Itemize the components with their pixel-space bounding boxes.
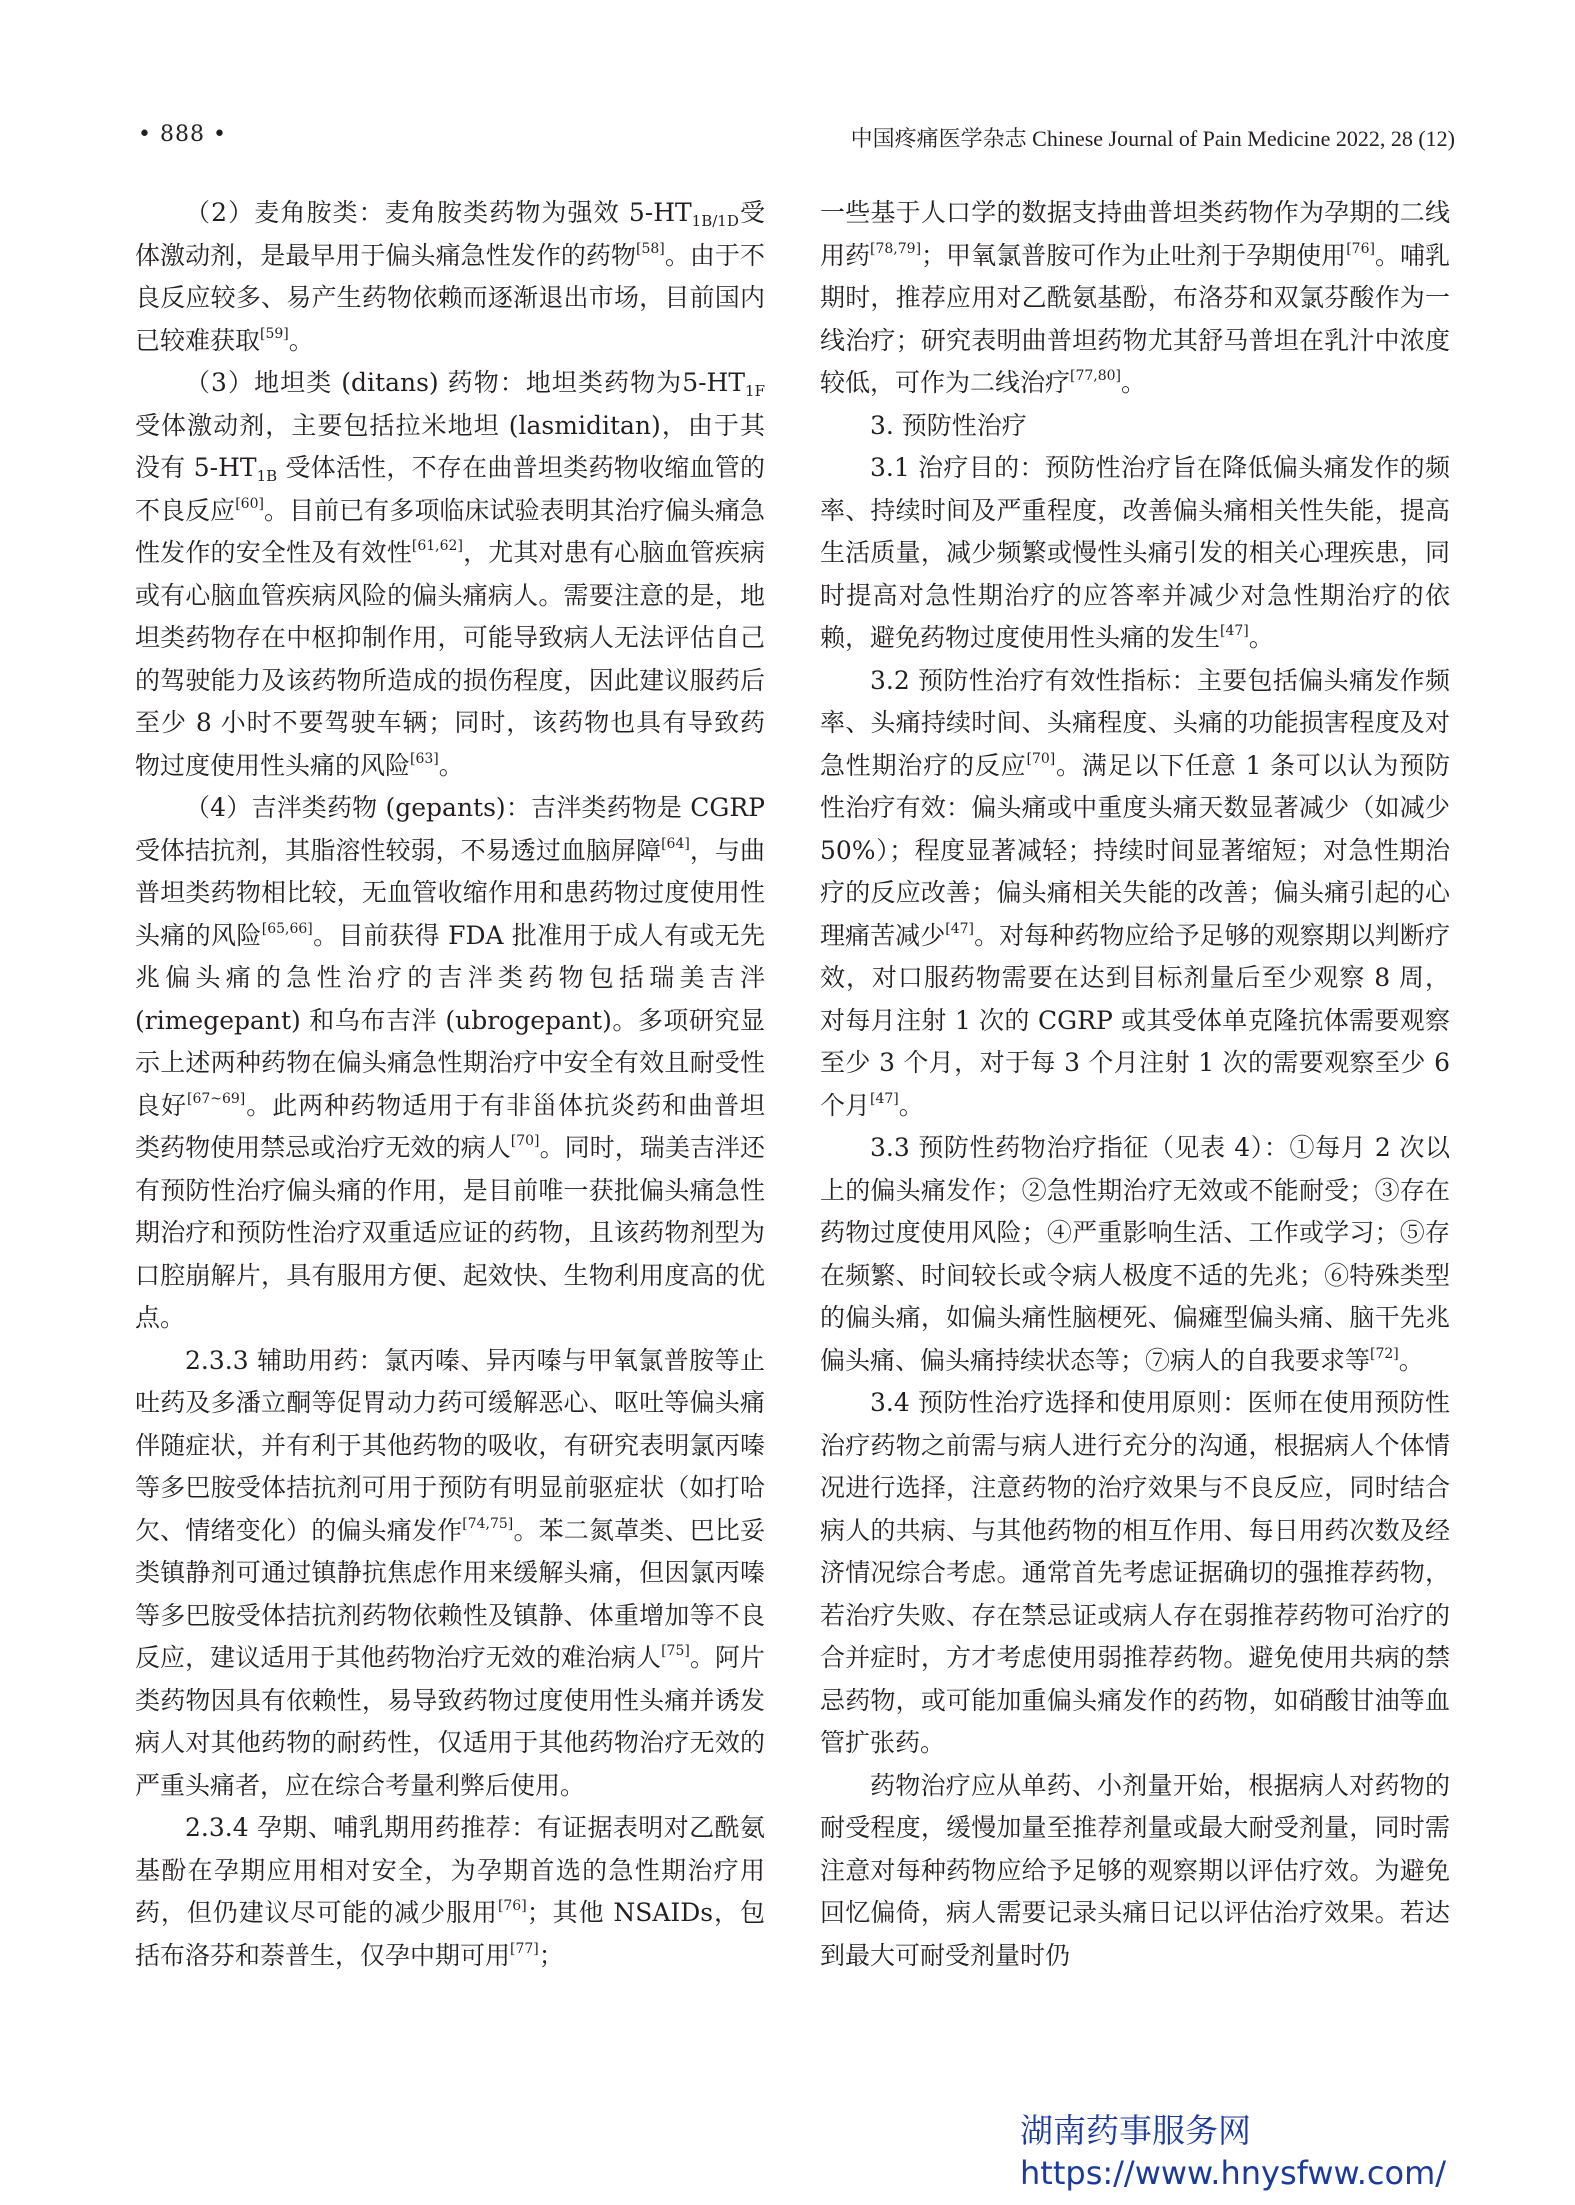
left-column — [135, 192, 765, 1977]
paragraph-gepants: （4）吉泮类药物 (gepants)：吉泮类药物是 CGRP 受体拮抗剂，其脂溶性较弱，不易透过血脑屏障[64]，与曲普坦类药物相比较，无血管收缩作用和患药物过度使用性头痛的风险[65,66]。目前获得 FDA 批准用于成人有或无先兆偏头痛的急性治疗的吉泮类药物包括瑞美吉泮 (rimegepant) 和乌布吉泮 (ubrogepant)。多项研究显示上述两种药物在偏头痛急性期治疗中安全有效且耐受性良好[67~69]。此两种药物适用于有非甾体抗炎药和曲普坦类药物使用禁忌或治疗无效的病人[70]。同时，瑞美吉泮还有预防性治疗偏头痛的作用，是目前唯一获批偏头痛急性期治疗和预防性治疗双重适应证的药物，且该药物剂型为口腔崩解片，具有服用方便、起效快、生物利用度高的优点。 — [135, 793, 765, 1332]
paragraph-adjuvant-drugs: 2.3.3 辅助用药：氯丙嗪、异丙嗪与甲氧氯普胺等止吐药及多潘立酮等促胃动力药可缓解恶心、呕吐等偏头痛伴随症状，并有利于其他药物的吸收，有研究表明氯丙嗪等多巴胺受体拮抗剂可用于预防有明显前驱症状（如打哈欠、情绪变化）的偏头痛发作[74,75]。苯二氮䓬类、巴比妥类镇静剂可通过镇静抗焦虑作用来缓解头痛，但因氯丙嗪等多巴胺受体拮抗剂药物依赖性及镇静、体重增加等不良反应，建议适用于其他药物治疗无效的难治病人[75]。阿片类药物因具有依赖性，易导致药物过度使用性头痛并诱发病人对其他药物的耐药性，仅适用于其他药物治疗无效的严重头痛者，应在综合考量利弊后使用。 — [135, 1345, 765, 1800]
paragraph-pregnancy-continued: 一些基于人口学的数据支持曲普坦类药物作为孕期的二线用药[78,79]；甲氧氯普胺可作为止吐剂于孕期使用[76]。哺乳期时，推荐应用对乙酰氨基酚，布洛芬和双氯芬酸作为一线治疗；研究表明曲普坦药物尤其舒马普坦在乳汁中浓度较低，可作为二线治疗[77,80]。 — [820, 198, 1450, 397]
watermark-title: 湖南药事服务网 — [1020, 2111, 1251, 2150]
section-heading-preventive: 3. 预防性治疗 — [870, 410, 1027, 440]
paragraph-indications: 3.3 预防性药物治疗指征（见表 4）：①每月 2 次以上的偏头痛发作；②急性期治疗无效或不能耐受；③存在药物过度使用风险；④严重影响生活、工作或学习；⑤存在频繁、时间较长或令病人极度不适的先兆；⑥特殊类型的偏头痛，如偏头痛性脑梗死、偏瘫型偏头痛、脑干先兆偏头痛、偏头痛持续状态等；⑦病人的自我要求等[72]。 — [820, 1133, 1450, 1375]
paragraph-treatment-goal: 3.1 治疗目的：预防性治疗旨在降低偏头痛发作的频率、持续时间及严重程度，改善偏头痛相关性失能，提高生活质量，减少频繁或慢性头痛引发的相关心理疾患，同时提高对急性期治疗的应答率并减少对急性期治疗的依赖，避免药物过度使用性头痛的发生[47]。 — [820, 453, 1450, 652]
paragraph-dosing: 药物治疗应从单药、小剂量开始，根据病人对药物的耐受程度，缓慢加量至推荐剂量或最大耐受剂量，同时需注意对每种药物应给予足够的观察期以评估疗效。为避免回忆偏倚，病人需要记录头痛日记以评估治疗效果。若达到最大可耐受剂量时仍 — [820, 1770, 1450, 1970]
page-number: • 888 • — [138, 122, 227, 147]
watermark — [1020, 2110, 1450, 2194]
paragraph-efficacy-indicators: 3.2 预防性治疗有效性指标：主要包括偏头痛发作频率、头痛持续时间、头痛程度、头痛的功能损害程度及对急性期治疗的反应[70]。满足以下任意 1 条可以认为预防性治疗有效：偏头痛或中重度头痛天数显著减少（如减少 50%）；程度显著减轻；持续时间显著缩短；对急性期治疗的反应改善；偏头痛相关失能的改善；偏头痛引起的心理痛苦减少[47]。对每种药物应给予足够的观察期以判断疗效，对口服药物需要在达到目标剂量后至少观察 8 周，对每月注射 1 次的 CGRP 或其受体单克隆抗体需要观察至少 3 个月，对于每 3 个月注射 1 次的需要观察至少 6 个月[47]。 — [820, 665, 1450, 1120]
journal-citation: 中国疼痛医学杂志 Chinese Journal of Pain Medicine 2022, 28 (12) — [850, 126, 1455, 151]
running-header — [138, 122, 1455, 156]
paragraph-pregnancy: 2.3.4 孕期、哺乳期用药推荐：有证据表明对乙酰氨基酚在孕期应用相对安全，为孕期首选的急性期治疗用药，但仍建议尽可能的减少服用[76]；其他 NSAIDs，包括布洛芬和萘普生，仅孕中期可用[77]； — [135, 1813, 765, 1970]
paragraph-ditans: （3）地坦类 (ditans) 药物：地坦类药物为$5-HT_{1F}$受体激动剂，主要包括拉米地坦 (lasmiditan)，由于其没有 $5-HT_{1B}$ 受体活性，不存在曲普坦类药物收缩血管的不良反应[60]。目前已有多项临床试验表明其治疗偏头痛急性发作的安全性及有效性[61,62]，尤其对患有心脑血管疾病或有心脑血管疾病风险的偏头痛病人。需要注意的是，地坦类药物存在中枢抑制作用，可能导致病人无法评估自己的驾驶能力及该药物所造成的损伤程度，因此建议服药后至少 8 小时不要驾驶车辆；同时，该药物也具有导致药物过度使用性头痛的风险[63]。 — [135, 368, 766, 780]
right-column — [820, 192, 1450, 1977]
paragraph-ergotamines: （2）麦角胺类：麦角胺类药物为强效 $5-HT_{1B/1D}$受体激动剂，是最早用于偏头痛急性发作的药物[58]。由于不良反应较多、易产生药物依赖而逐渐退出市场，目前国内已较难获取[59]。 — [135, 198, 765, 355]
paragraph-selection-principles: 3.4 预防性治疗选择和使用原则：医师在使用预防性治疗药物之前需与病人进行充分的沟通，根据病人个体情况进行选择，注意药物的治疗效果与不良反应，同时结合病人的共病、与其他药物的相互作用、每日用药次数及经济情况综合考虑。通常首先考虑证据确切的强推荐药物，若治疗失败、存在禁忌证或病人存在弱推荐药物可治疗的合并症时，方才考虑使用弱推荐药物。避免使用共病的禁忌药物，或可能加重偏头痛发作的药物，如硝酸甘油等血管扩张药。 — [820, 1388, 1450, 1757]
watermark-url[interactable]: https://www.hnysfww.com/ — [1020, 2154, 1447, 2192]
